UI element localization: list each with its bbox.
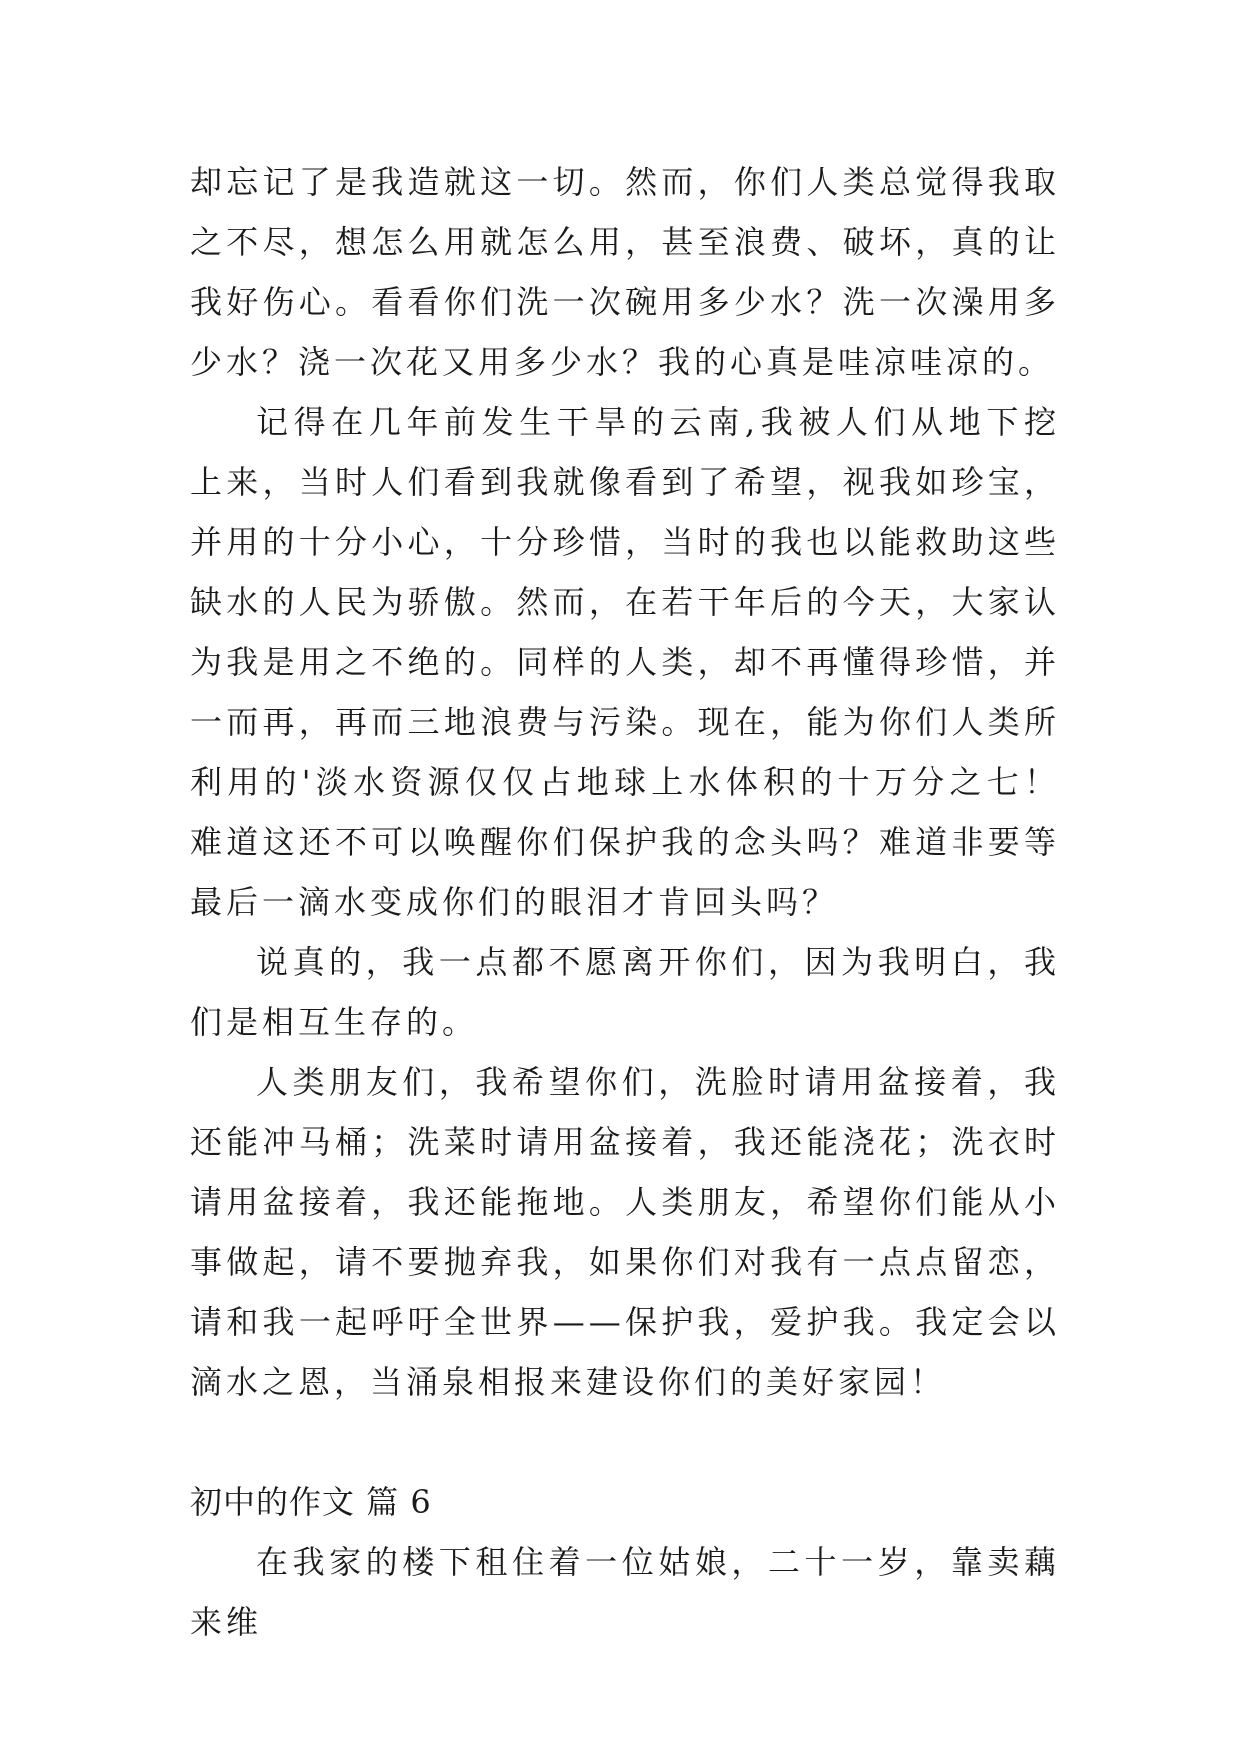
paragraph-3: 说真的，我一点都不愿离开你们，因为我明白，我们是相互生存的。 [190, 943, 1060, 1041]
paragraph-4: 人类朋友们，我希望你们，洗脸时请用盆接着，我还能冲马桶；洗菜时请用盆接着，我还能浇花；洗衣时请用盆接着，我还能拖地。人类朋友，希望你们能从小事做起，请不要抛弃我，如果你们对我有一点点留恋，请和我一起呼吁全世界——保护我，爱护我。我定会以滴水之恩，当涌泉相报来建设你们的美好家园！ [190, 1063, 1060, 1401]
paragraph-2: 记得在几年前发生干旱的云南,我被人们从地下挖上来，当时人们看到我就像看到了希望，视我如珍宝，并用的十分小心，十分珍惜，当时的我也以能救助这些缺水的人民为骄傲。然而，在若干年后的今天，大家认为我是用之不绝的。同样的人类，却不再懂得珍惜，并一而再，再而三地浪费与污染。现在，能为你们人类所利用的'淡水资源仅仅占地球上水体积的十万分之七！难道这还不可以唤醒你们保护我的念头吗？难道非要等最后一滴水变成你们的眼泪才肯回头吗？ [190, 403, 1060, 921]
paragraph-1: 却忘记了是我造就这一切。然而，你们人类总觉得我取之不尽，想怎么用就怎么用，甚至浪费、破坏，真的让我好伤心。看看你们洗一次碗用多少水？洗一次澡用多少水？浇一次花又用多少水？我的心真是哇凉哇凉的。 [190, 163, 1060, 381]
section-heading: 初中的作文 篇 6 [190, 1483, 432, 1521]
document-body [190, 152, 1060, 1652]
paragraph-5: 在我家的楼下租住着一位姑娘，二十一岁，靠卖藕来维 [190, 1543, 1060, 1641]
